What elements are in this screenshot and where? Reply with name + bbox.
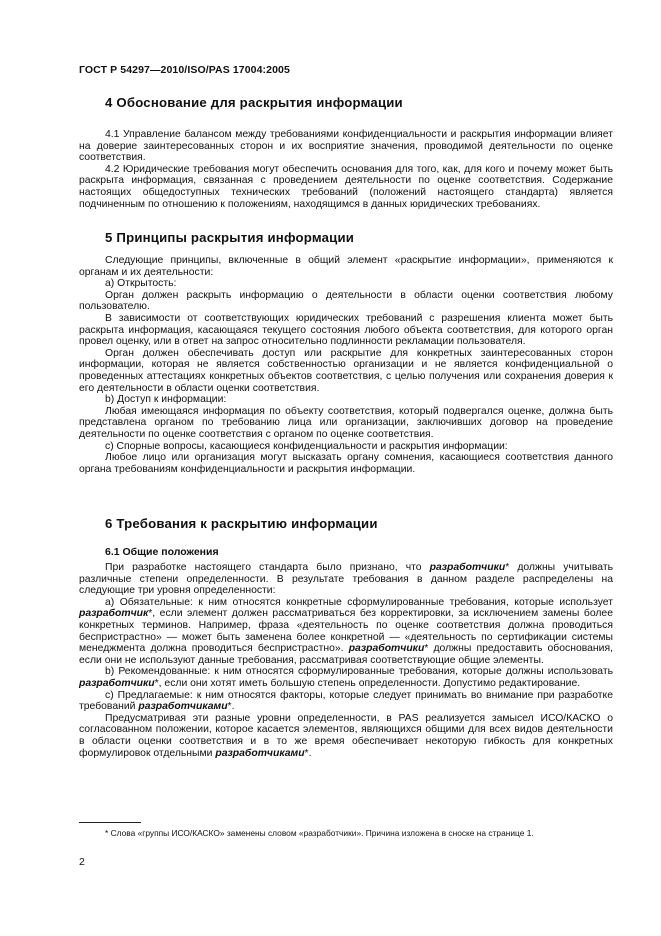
paragraph: В зависимости от соответствующих юридических требований с разрешения клиента может быть раскрыта информация, касающаяся текущего состояния любого объекта соответствия, для которого орган провел оценку, или в ответ на запрос относительно подлинности рекламации пользователя. [79,312,613,348]
paragraph-4-1: 4.1 Управление балансом между требованиями конфиденциальности и раскрытия информации влияет на доверие заинтересованных сторон и их восприятие значения, проводимой деятельности по оценке соответствия. [79,129,613,164]
paragraph: При разработке настоящего стандарта было признано, что разработчики* должны учитывать различные степени определенности. В результате требования в данном разделе распределены на следующие три уровня определенности: [79,562,613,597]
footnote-divider [79,822,141,823]
paragraph: Предусматривая эти разные уровни определенности, в PAS реализуется замысел ИСО/КАСКО о согласованном положении, которое касается элементов, являющихся общими для всех видов деятельности в области оценки соответствия и в то же время обеспечивает некоторую гибкость для конкретных формулировок отдельными разработчиками*. [79,712,613,759]
paragraph-4-2: 4.2 Юридические требования могут обеспечить основания для того, как, для кого и почему может быть раскрыта информация, связанная с проведением деятельности по оценке соответствия. Содержание настоящих общедоступных технических требований (положений настоящего стандарта) является подчиненным по отношению к положениям, находящимся в данных юридических требованиях. [79,163,613,210]
paragraph: Орган должен обеспечивать доступ или раскрытие для конкретных заинтересованных сторон информации, которая не является собственностью организации и не является конфиденциальной о проведенных аттестациях конкретных объектов соответствия, с целью получения или сохранения доверия к его деятельности в области оценки соответствия. [79,347,613,394]
section-4-body [79,129,613,210]
section-6-title: 6 Требования к раскрытию информации [105,516,378,531]
paragraph: Любое лицо или организация могут высказать органу сомнения, касающиеся соответствия данного органа требованиям конфиденциальности и раскрытия информации. [79,452,613,475]
paragraph: Любая имеющаяся информация по объекту соответствия, который подвергался оценке, должна быть представлена органом по требованию лица или организации, заключивших договор на проведение деятельности по оценке соответствия с органом по оценке соответствия. [79,405,613,440]
list-item-c: с) Спорные вопросы, касающиеся конфиденциальности и раскрытия информации: [105,440,508,452]
section-5-title: 5 Принципы раскрытия информации [105,230,355,245]
section-6-body [79,562,613,759]
paragraph: Следующие принципы, включенные в общий элемент «раскрытие информации», применяются к органам и их деятельности: [79,255,613,278]
list-item-b: b) Рекомендованные: к ним относятся сформулированные требования, которые должны использовать разработчики*, если они хотят иметь большую степень определенности. Допустимо редактирование. [79,666,613,689]
subsection-6-1-title: 6.1 Общие положения [105,546,219,558]
document-header: ГОСТ Р 54297—2010/ISO/PAS 17004:2005 [79,64,290,76]
paragraph: Орган должен раскрыть информацию о деятельности в области оценки соответствия любому пользователю. [79,289,613,313]
section-5-body [79,255,613,475]
list-item-a: а) Обязательные: к ним относятся конкретные сформулированные требования, которые использует разработчик*, если элемент должен рассматриваться без корректировки, за исключением замены более конкретных терминов. Например, фраза «деятельность по оценке соответствия должна проводиться беспристрастно» — может быть заменена более конкретной — «деятельность по сертификации системы менеджмента должна проводиться беспристрастно». разработчики* должны предоставить обоснования, если они не используют данные требования, рассматривая соответствующие общие элементы. [79,596,613,666]
footnote: * Слова «группы ИСО/КАСКО» заменены словом «разработчики». Причина изложена в сноске на странице 1. [105,828,534,838]
list-item-c: с) Предлагаемые: к ним относятся факторы, которые следует принимать во внимание при разработке требований разработчиками*. [79,689,613,713]
section-4-title: 4 Обоснование для раскрытия информации [105,95,403,110]
page-number: 2 [79,856,85,868]
list-item-b: b) Доступ к информации: [105,394,227,406]
list-item-a: а) Открытость: [105,278,177,290]
